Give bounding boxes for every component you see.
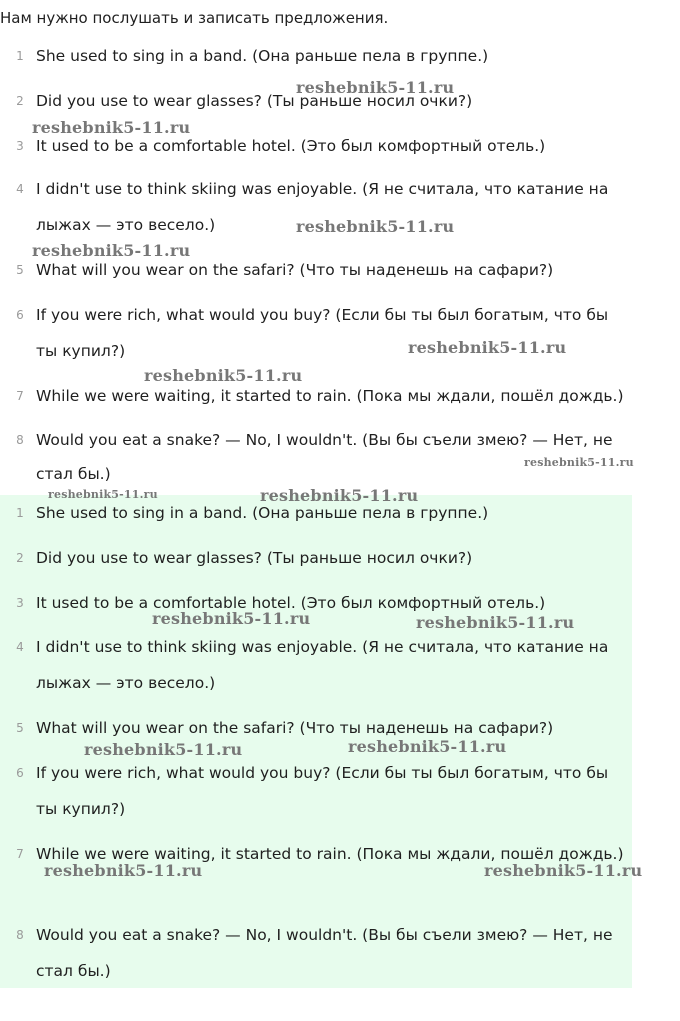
watermark: reshebnik5-11.ru: [48, 488, 158, 501]
watermark: reshebnik5-11.ru: [32, 118, 191, 137]
item-text: While we were waiting, it started to rain. (Пока мы ждали, пошёл дождь.): [36, 845, 624, 863]
item-text: If you were rich, what would you buy? (Если бы ты был богатым, что бы ты купил?): [36, 764, 609, 818]
item-text: What will you wear on the safari? (Что ты наденешь на сафари?): [36, 719, 554, 737]
item-number: 4: [16, 182, 24, 196]
watermark: reshebnik5-11.ru: [484, 861, 643, 880]
item-number: 1: [16, 506, 24, 520]
item-text: She used to sing in a band. (Она раньше пела в группе.): [36, 504, 489, 522]
item-number: 6: [16, 308, 24, 322]
item-text: I didn't use to think skiing was enjoyable. (Я не считала, что катание на лыжах — это весело.): [36, 180, 609, 234]
item-text: I didn't use to think skiing was enjoyable. (Я не считала, что катание на лыжах — это весело.): [36, 638, 609, 692]
watermark: reshebnik5-11.ru: [152, 609, 311, 628]
watermark: reshebnik5-11.ru: [44, 861, 203, 880]
item-text: While we were waiting, it started to rain. (Пока мы ждали, пошёл дождь.): [36, 387, 624, 405]
watermark: reshebnik5-11.ru: [416, 613, 575, 632]
item-number: 2: [16, 94, 24, 108]
item-text: If you were rich, what would you buy? (Если бы ты был богатым, что бы ты купил?): [36, 306, 609, 360]
item-text: It used to be a comfortable hotel. (Это был комфортный отель.): [36, 137, 546, 155]
item-number: 3: [16, 596, 24, 610]
item-text: It used to be a comfortable hotel. (Это был комфортный отель.): [36, 594, 546, 612]
item-number: 7: [16, 847, 24, 861]
item-number: 1: [16, 49, 24, 63]
watermark: reshebnik5-11.ru: [348, 737, 507, 756]
item-number: 4: [16, 640, 24, 654]
item-text: She used to sing in a band. (Она раньше пела в группе.): [36, 47, 489, 65]
watermark: reshebnik5-11.ru: [84, 740, 243, 759]
item-text: Did you use to wear glasses? (Ты раньше носил очки?): [36, 549, 473, 567]
intro-text: Нам нужно послушать и записать предложения.: [0, 9, 389, 27]
item-number: 7: [16, 389, 24, 403]
watermark: reshebnik5-11.ru: [296, 78, 455, 97]
item-text: Would you eat a snake? — No, I wouldn't. (Вы бы съели змею? — Нет, не стал бы.): [36, 431, 613, 483]
watermark: reshebnik5-11.ru: [32, 241, 191, 260]
item-number: 5: [16, 721, 24, 735]
item-number: 8: [16, 928, 24, 942]
watermark: reshebnik5-11.ru: [408, 338, 567, 357]
watermark: reshebnik5-11.ru: [524, 456, 634, 469]
watermark: reshebnik5-11.ru: [260, 486, 419, 505]
watermark: reshebnik5-11.ru: [144, 366, 303, 385]
item-text: Did you use to wear glasses? (Ты раньше носил очки?): [36, 92, 473, 110]
item-text: Would you eat a snake? — No, I wouldn't. (Вы бы съели змею? — Нет, не стал бы.): [36, 926, 613, 980]
item-number: 5: [16, 263, 24, 277]
item-number: 2: [16, 551, 24, 565]
item-text: What will you wear on the safari? (Что ты наденешь на сафари?): [36, 261, 554, 279]
watermark: reshebnik5-11.ru: [296, 217, 455, 236]
item-number: 3: [16, 139, 24, 153]
item-number: 8: [16, 433, 24, 447]
item-number: 6: [16, 766, 24, 780]
